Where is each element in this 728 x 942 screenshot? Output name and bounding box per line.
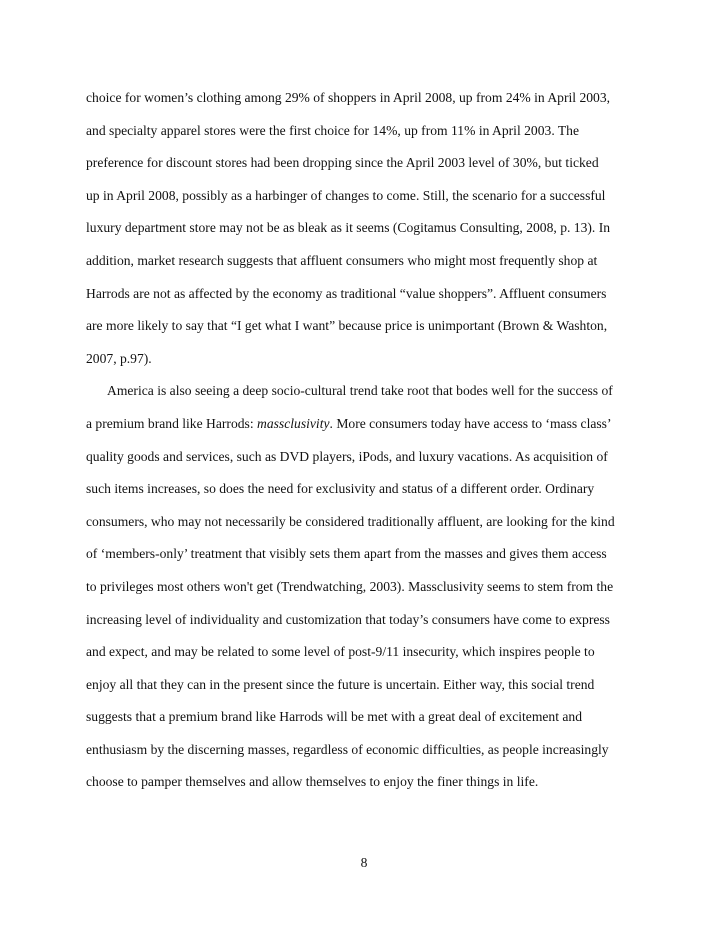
paragraph-2-line	[86, 408, 646, 441]
paragraph-1-line: choice for women’s clothing among 29% of shoppers in April 2008, up from 24% in April 2003,	[86, 90, 611, 105]
paragraph-2-first-line: America is also seeing a deep socio-cultural trend take root that bodes well for the success of	[107, 383, 613, 399]
paragraph-2-line: consumers, who may not necessarily be considered traditionally affluent, are looking for the kind	[86, 513, 615, 529]
paragraph-1-line: addition, market research suggests that affluent consumers who might most frequently shop at	[86, 252, 598, 268]
paragraph-2-text: . More consumers today have access to ‘mass class’	[329, 415, 612, 431]
paragraph-2-line: of ‘members-only’ treatment that visibly sets them apart from the masses and gives them access	[86, 546, 607, 562]
paragraph-1-line: and specialty apparel stores were the first choice for 14%, up from 11% in April 2003. The	[86, 122, 580, 138]
page-number: 8	[360, 855, 368, 870]
paragraph-2-line: enjoy all that they can in the present since the future is uncertain. Either way, this social trend	[86, 676, 595, 692]
paragraph-2-line: suggests that a premium brand like Harrods will be met with a great deal of excitement and	[86, 709, 583, 725]
paragraph-1-line: preference for discount stores had been dropping since the April 2003 level of 30%, but ticked	[86, 155, 599, 171]
body-text	[86, 82, 646, 799]
paragraph-2-line: and expect, and may be related to some level of post-9/11 insecurity, which inspires people to	[86, 644, 595, 660]
paragraph-1-line: up in April 2008, possibly as a harbinger of changes to come. Still, the scenario for a successful	[86, 187, 606, 203]
paragraph-2-line: choose to pamper themselves and allow themselves to enjoy the finer things in life.	[86, 774, 539, 790]
paragraph-2-line: quality goods and services, such as DVD players, iPods, and luxury vacations. As acquisition of	[86, 448, 608, 464]
paragraph-2-line: enthusiasm by the discerning masses, regardless of economic difficulties, as people increasingly	[86, 741, 609, 757]
paragraph-1-line: luxury department store may not be as bleak as it seems (Cogitamus Consulting, 2008, p. 13). In	[86, 220, 611, 236]
paragraph-2-line: such items increases, so does the need for exclusivity and status of a different order. Ordinary	[86, 481, 595, 497]
paragraph-1-line: 2007, p.97).	[86, 350, 152, 366]
paragraph-1-line: are more likely to say that “I get what I want” because price is unimportant (Brown & Washton,	[86, 318, 608, 334]
paragraph-1-line: Harrods are not as affected by the economy as traditional “value shoppers”. Affluent consumers	[86, 285, 607, 301]
paragraph-2-line: increasing level of individuality and customization that today’s consumers have come to express	[86, 611, 610, 627]
paragraph-2-text: a premium brand like Harrods:	[86, 415, 258, 431]
emphasized-term: massclusivity	[257, 415, 330, 431]
paragraph-2-line: to privileges most others won't get (Trendwatching, 2003). Massclusivity seems to stem from the	[86, 578, 614, 594]
